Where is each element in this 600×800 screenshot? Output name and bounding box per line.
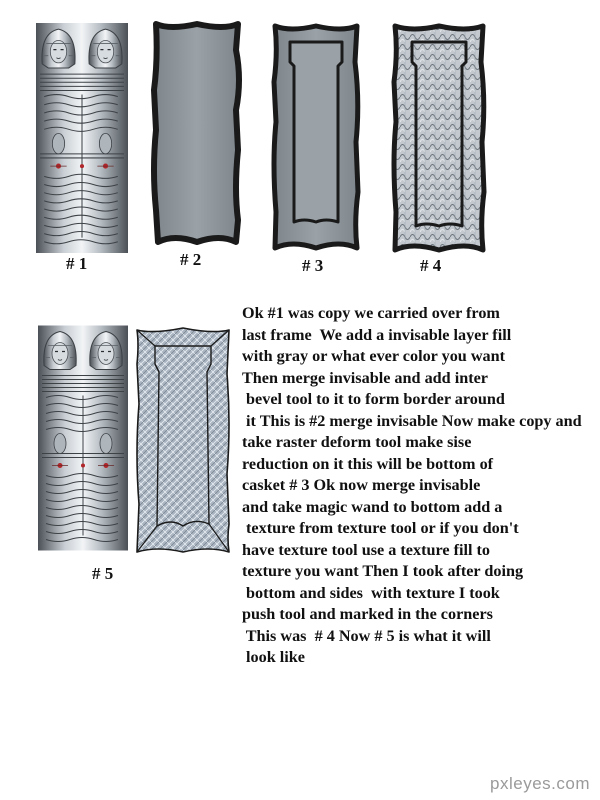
instruction-line: take raster deform tool make sise bbox=[242, 433, 472, 451]
instruction-line: have texture tool use a texture fill to bbox=[242, 540, 491, 559]
step1-image bbox=[36, 22, 128, 254]
step5-label: # 5 bbox=[92, 564, 114, 583]
instruction-line: texture from texture tool or if you don't bbox=[242, 519, 519, 537]
instruction-line: Ok #1 was copy we carried over from bbox=[242, 304, 500, 322]
step5-casket-bottom bbox=[133, 324, 233, 556]
step4-label: # 4 bbox=[420, 256, 442, 275]
instruction-line: bevel tool to it to form border around bbox=[242, 390, 505, 408]
step2-label: # 2 bbox=[180, 250, 202, 269]
step3-image bbox=[270, 22, 362, 252]
step5-casket-front bbox=[38, 322, 128, 554]
step2-image bbox=[150, 20, 244, 246]
instruction-line: with gray or what ever color you want bbox=[242, 347, 506, 365]
instruction-line: reduction on it this will be bottom of bbox=[242, 454, 494, 473]
instruction-line: casket # 3 Ok now merge invisable bbox=[242, 476, 481, 494]
watermark: pxleyes.com bbox=[490, 774, 590, 793]
instruction-line: push tool and marked in the corners bbox=[242, 605, 493, 623]
instruction-line: look like bbox=[242, 648, 305, 666]
instruction-line: This was # 4 Now # 5 is what it will bbox=[242, 626, 491, 645]
instruction-line: last frame We add a invisable layer fill bbox=[242, 325, 512, 344]
instruction-line: it This is #2 merge invisable Now make copy and bbox=[242, 411, 582, 430]
step4-image bbox=[390, 22, 488, 254]
step3-label: # 3 bbox=[302, 256, 324, 275]
instruction-line: bottom and sides with texture I took bbox=[242, 583, 500, 602]
instruction-line: and take magic wand to bottom add a bbox=[242, 497, 503, 516]
instruction-text bbox=[242, 303, 600, 669]
instruction-line: Then merge invisable and add inter bbox=[242, 368, 488, 387]
instruction-line: texture you want Then I took after doing bbox=[242, 562, 524, 580]
step1-label: # 1 bbox=[66, 254, 88, 273]
